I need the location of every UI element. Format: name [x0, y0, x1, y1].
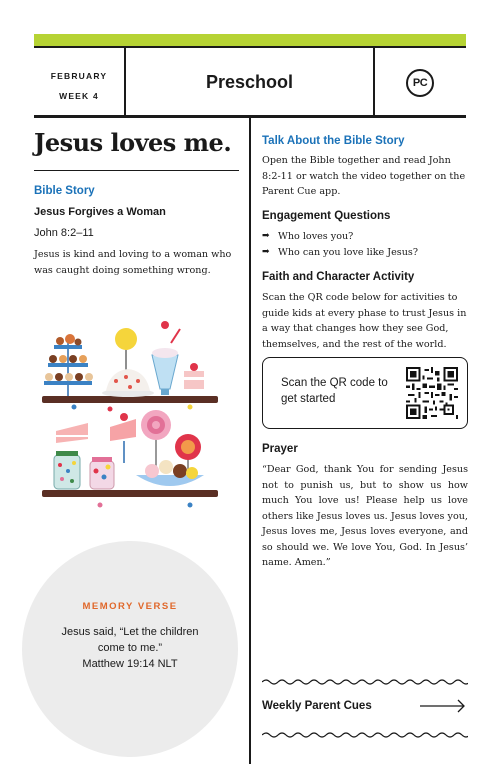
date-block: [34, 66, 124, 106]
engagement-question: ➡ Who can you love like Jesus?: [262, 245, 468, 261]
wavy-divider: [262, 677, 468, 687]
qr-callout[interactable]: [262, 357, 468, 429]
week-label: WEEK 4: [59, 91, 99, 101]
memory-verse-label: MEMORY VERSE: [82, 601, 178, 612]
story-title: Jesus Forgives a Woman: [34, 206, 166, 218]
engagement-questions: [262, 229, 468, 260]
story-reference: John 8:2–11: [34, 227, 94, 239]
age-group-title: Preschool: [205, 72, 294, 92]
engagement-heading: Engagement Questions: [262, 210, 391, 222]
page-title: Jesus loves me.: [34, 128, 232, 157]
talk-heading: Talk About the Bible Story: [262, 135, 405, 147]
header-divider: [373, 48, 375, 115]
memory-verse-reference: Matthew 19:14 NLT: [82, 658, 178, 670]
memory-verse: [50, 624, 210, 672]
qr-callout-text: Scan the QR code to get started: [281, 377, 388, 405]
weekly-parent-cues-link[interactable]: Weekly Parent Cues: [262, 700, 372, 712]
page-header: [34, 46, 466, 118]
parent-cue-logo: PC: [406, 69, 434, 97]
engagement-question: ➡ Who loves you?: [262, 229, 468, 245]
qr-code-icon[interactable]: [406, 367, 458, 419]
pointer-arrow-icon: ➡: [262, 246, 270, 257]
story-summary: Jesus is kind and loving to a woman who was caught doing something wrong.: [34, 249, 232, 276]
faith-activity-text: Scan the QR code below for activities to guide kids at every phase to trust Jesus in a way that changes how they see God, themselves, and the rest of the world.: [262, 292, 467, 350]
prayer-text: “Dear God, thank You for sending Jesus not to punish us, but to show us how much You love us! Please help us love others like Jesus loves us. Jesus loves you, Jesus loves me, Jesus loves everyone, and so should we. We love You, God. In Jesus’ name. Amen.”: [262, 464, 468, 568]
talk-text: Open the Bible together and read John 8:2-11 or watch the video together on the Parent Cue app.: [262, 155, 466, 197]
sweets-shelf-illustration: [40, 315, 220, 515]
title-rule: [34, 170, 239, 171]
bible-story-heading: Bible Story: [34, 185, 95, 197]
top-accent-bar: [34, 34, 466, 46]
memory-verse-text: Jesus said, “Let the children come to me.”: [61, 626, 199, 654]
prayer-heading: Prayer: [262, 443, 298, 455]
arrow-right-icon[interactable]: [420, 699, 466, 713]
month-label: FEBRUARY: [50, 71, 108, 81]
wavy-divider: [262, 730, 468, 740]
column-divider: [249, 118, 251, 764]
faith-activity-heading: Faith and Character Activity: [262, 271, 415, 283]
pointer-arrow-icon: ➡: [262, 231, 270, 241]
